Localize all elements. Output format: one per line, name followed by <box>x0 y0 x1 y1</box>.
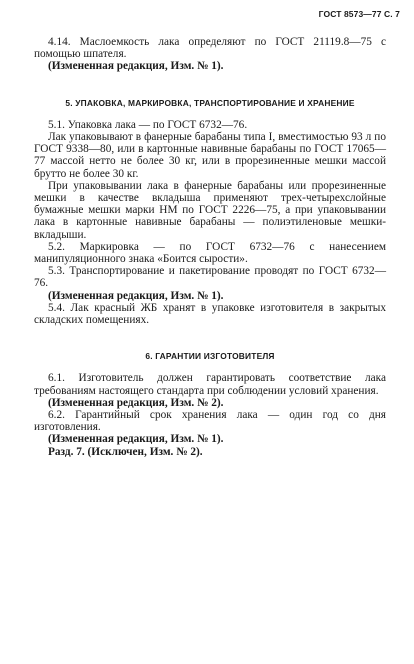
document-body <box>34 36 386 458</box>
section-5-heading: 5. УПАКОВКА, МАРКИРОВКА, ТРАНСПОРТИРОВАНИЕ И ХРАНЕНИЕ <box>65 97 355 108</box>
paragraph-5-4: 5.4. Лак красный ЖБ хранят в упаковке изготовителя в закрытых складских помещениях. <box>34 301 386 327</box>
paragraph-5-1: 5.1. Упаковка лака — по ГОСТ 6732—76. <box>48 118 248 131</box>
paragraph-5-3: 5.3. Транспортирование и пакетирование проводят по ГОСТ 6732—76. <box>34 265 386 290</box>
paragraph-liners: При упаковывании лака в фанерные барабаны или прорезиненные мешки в качестве вкладыша применяют трех-четырехслойные бумажные мешки марки НМ по ГОСТ 2226—75, а при упаковывании лака в картонные навивные барабаны — полиэтиленовые мешки-вкладыши. <box>34 179 386 241</box>
paragraph-6-2: 6.2. Гарантийный срок хранения лака — один год со дня изготовления. <box>34 409 386 434</box>
paragraph-4-14: 4.14. Маслоемкость лака определяют по ГОСТ 21119.8—75 с помощью шпателя. <box>34 36 386 61</box>
amendment-note: (Измененная редакция, Изм. № 1). <box>48 60 224 73</box>
paragraph-5-2: 5.2. Маркировка — по ГОСТ 6732—76 с нанесением манипуляционного знака «Боится сырости». <box>34 240 386 266</box>
amendment-note: (Измененная редакция, Изм. № 1). <box>48 289 224 302</box>
page-header: ГОСТ 8573—77 С. 7 <box>318 9 400 19</box>
paragraph-packing: Лак упаковывают в фанерные барабаны типа I, вместимостью 93 л по ГОСТ 9338—80, или в картонные навивные барабаны по ГОСТ 17065—77 массой нетто не более 30 кг, или в прорезиненные мешки массой брутто не более 30 кг. <box>34 131 386 180</box>
section-7-excluded: Разд. 7. (Исключен, Изм. № 2). <box>48 445 203 458</box>
amendment-note: (Измененная редакция, Изм. № 2). <box>48 396 224 409</box>
amendment-note: (Измененная редакция, Изм. № 1). <box>48 433 224 446</box>
section-6-heading: 6. ГАРАНТИИ ИЗГОТОВИТЕЛЯ <box>145 351 275 362</box>
paragraph-6-1: 6.1. Изготовитель должен гарантировать соответствие лака требованиям настоящего стандарта при соблюдении условий хранения. <box>34 372 386 397</box>
